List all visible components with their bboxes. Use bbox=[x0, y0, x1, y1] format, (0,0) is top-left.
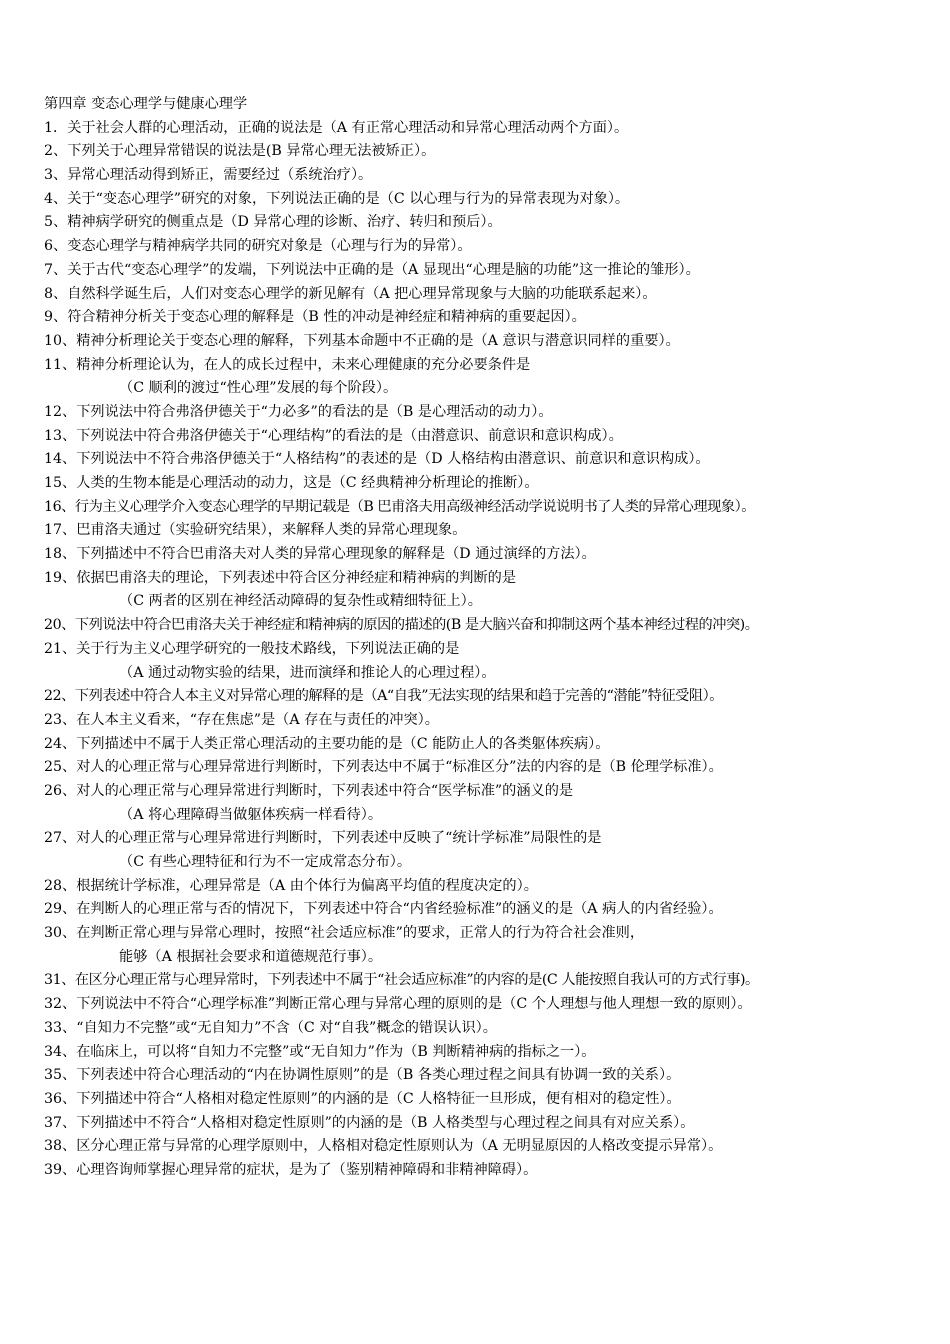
question-6: 6、变态心理学与精神病学共同的研究对象是（心理与行为的异常）。 bbox=[44, 238, 472, 255]
question-30-answer: 能够（A 根据社会要求和道德规范行事）。 bbox=[119, 948, 383, 965]
question-11: 11、精神分析理论认为，在人的成长过程中，未来心理健康的充分必要条件是 bbox=[44, 356, 531, 373]
question-12: 12、下列说法中符合弗洛伊德关于“力必多”的看法的是（B 是心理活动的动力）。 bbox=[44, 403, 553, 420]
question-9: 9、符合精神分析关于变态心理的解释是（B 性的冲动是神经症和精神病的重要起因）。 bbox=[44, 309, 586, 326]
question-2: 2、下列关于心理异常错误的说法是(B 异常心理无法被矫正）。 bbox=[44, 143, 436, 160]
question-7: 7、关于古代“变态心理学”的发端，下列说法中正确的是（A 显现出“心理是脑的功能”这一推论的雏形）。 bbox=[44, 261, 700, 278]
question-24: 24、下列描述中不属于人类正常心理活动的主要功能的是（C 能防止人的各类躯体疾病）。 bbox=[44, 735, 610, 752]
question-11-answer: （C 顺利的渡过“性心理”发展的每个阶段）。 bbox=[119, 380, 398, 397]
question-26: 26、对人的心理正常与心理异常进行判断时，下列表述中符合“医学标准”的涵义的是 bbox=[44, 782, 574, 799]
question-13: 13、下列说法中符合弗洛伊德关于“心理结构”的看法的是（由潜意识、前意识和意识构成）。 bbox=[44, 427, 623, 444]
question-22: 22、下列表述中符合人本主义对异常心理的解释的是（A“自我”无法实现的结果和趋于完善的“潜能”特征受阻）。 bbox=[44, 688, 723, 705]
question-17: 17、巴甫洛夫通过（实验研究结果），来解释人类的异常心理现象。 bbox=[44, 522, 467, 539]
question-29: 29、在判断人的心理正常与否的情况下，下列表述中符合“内省经验标准”的涵义的是（A 病人的内省经验）。 bbox=[44, 901, 723, 918]
question-37: 37、下列描述中不符合“人格相对稳定性原则”的内涵的是（B 人格类型与心理过程之间具有对应关系）。 bbox=[44, 1114, 695, 1131]
question-23: 23、在人本主义看来，“存在焦虑”是（A 存在与责任的冲突）。 bbox=[44, 711, 439, 728]
question-32: 32、下列说法中不符合“心理学标准”判断正常心理与异常心理的原则的是（C 个人理想与他人理想一致的原则）。 bbox=[44, 996, 752, 1013]
question-39: 39、心理咨询师掌握心理异常的症状，是为了（鉴别精神障碍和非精神障碍）。 bbox=[44, 1161, 538, 1178]
chapter-title: 第四章 变态心理学与健康心理学 bbox=[44, 96, 248, 112]
document-body bbox=[44, 93, 944, 1183]
question-28: 28、根据统计学标准，心理异常是（A 由个体行为偏离平均值的程度决定的）。 bbox=[44, 877, 538, 894]
question-38: 38、区分心理正常与异常的心理学原则中，人格相对稳定性原则认为（A 无明显原因的人格改变提示异常）。 bbox=[44, 1138, 723, 1155]
question-25: 25、对人的心理正常与心理异常进行判断时，下列表达中不属于“标准区分”法的内容的是（B 伦理学标准）。 bbox=[44, 759, 723, 776]
question-8: 8、自然科学诞生后，人们对变态心理学的新见解有（A 把心理异常现象与大脑的功能联系起来）。 bbox=[44, 285, 657, 302]
question-33: 33、“自知力不完整”或“无自知力”不含（C 对“自我”概念的错误认识）。 bbox=[44, 1019, 497, 1036]
question-16: 16、行为主义心理学介入变态心理学的早期记载是（B 巴甫洛夫用高级神经活动学说说明书了人类的异常心理现象）。 bbox=[44, 498, 755, 515]
question-27: 27、对人的心理正常与心理异常进行判断时，下列表述中反映了“统计学标准”局限性的是 bbox=[44, 830, 602, 847]
question-15: 15、人类的生物本能是心理活动的动力，这是（C 经典精神分析理论的推断）。 bbox=[44, 475, 539, 491]
question-34: 34、在临床上，可以将“自知力不完整”或“无自知力”作为（B 判断精神病的指标之一）。 bbox=[44, 1043, 596, 1060]
question-20: 20、下列说法中符合巴甫洛夫关于神经症和精神病的原因的描述的(B 是大脑兴奋和抑制这两个基本神经过程的冲突)。 bbox=[44, 617, 759, 634]
question-19: 19、依据巴甫洛夫的理论，下列表述中符合区分神经症和精神病的判断的是 bbox=[44, 569, 517, 586]
question-36: 36、下列描述中符合“人格相对稳定性原则”的内涵的是（C 人格特征一旦形成，便有相对的稳定性）。 bbox=[44, 1090, 681, 1107]
question-27-answer: （C 有些心理特征和行为不一定成常态分布）。 bbox=[119, 854, 412, 870]
question-26-answer: （A 将心理障碍当做躯体疾病一样看待）。 bbox=[119, 806, 383, 823]
question-19-answer: （C 两者的区别在神经活动障碍的复杂性或精细特征上）。 bbox=[119, 593, 482, 610]
question-30: 30、在判断正常心理与异常心理时，按照“社会适应标准”的要求，正常人的行为符合社会准则， bbox=[44, 925, 645, 942]
question-14: 14、下列说法中不符合弗洛伊德关于“人格结构”的表述的是（D 人格结构由潜意识、前意识和意识构成）。 bbox=[44, 451, 710, 468]
question-10: 10、精神分析理论关于变态心理的解释，下列基本命题中不正确的是（A 意识与潜意识同样的重要）。 bbox=[44, 332, 680, 349]
question-31: 31、在区分心理正常与心理异常时，下列表述中不属于“社会适应标准”的内容的是(C 人能按照自我认可的方式行事)。 bbox=[44, 972, 759, 989]
question-3: 3、异常心理活动得到矫正，需要经过（系统治疗）。 bbox=[44, 167, 373, 184]
question-21: 21、关于行为主义心理学研究的一般技术路线，下列说法正确的是 bbox=[44, 640, 460, 657]
question-35: 35、下列表述中符合心理活动的“内在协调性原则”的是（B 各类心理过程之间具有协调一致的关系）。 bbox=[44, 1067, 681, 1084]
question-1: 1．关于社会人群的心理活动，正确的说法是（A 有正常心理活动和异常心理活动两个方面）。 bbox=[44, 119, 629, 136]
question-21-answer: （A 通过动物实验的结果，进而演绎和推论人的心理过程）。 bbox=[119, 664, 496, 681]
question-18: 18、下列描述中不符合巴甫洛夫对人类的异常心理现象的解释是（D 通过演绎的方法）。 bbox=[44, 546, 596, 563]
question-5: 5、精神病学研究的侧重点是（D 异常心理的诊断、治疗、转归和预后）。 bbox=[44, 214, 502, 231]
question-4: 4、关于“变态心理学”研究的对象，下列说法正确的是（C 以心理与行为的异常表现为对象）。 bbox=[44, 190, 630, 207]
